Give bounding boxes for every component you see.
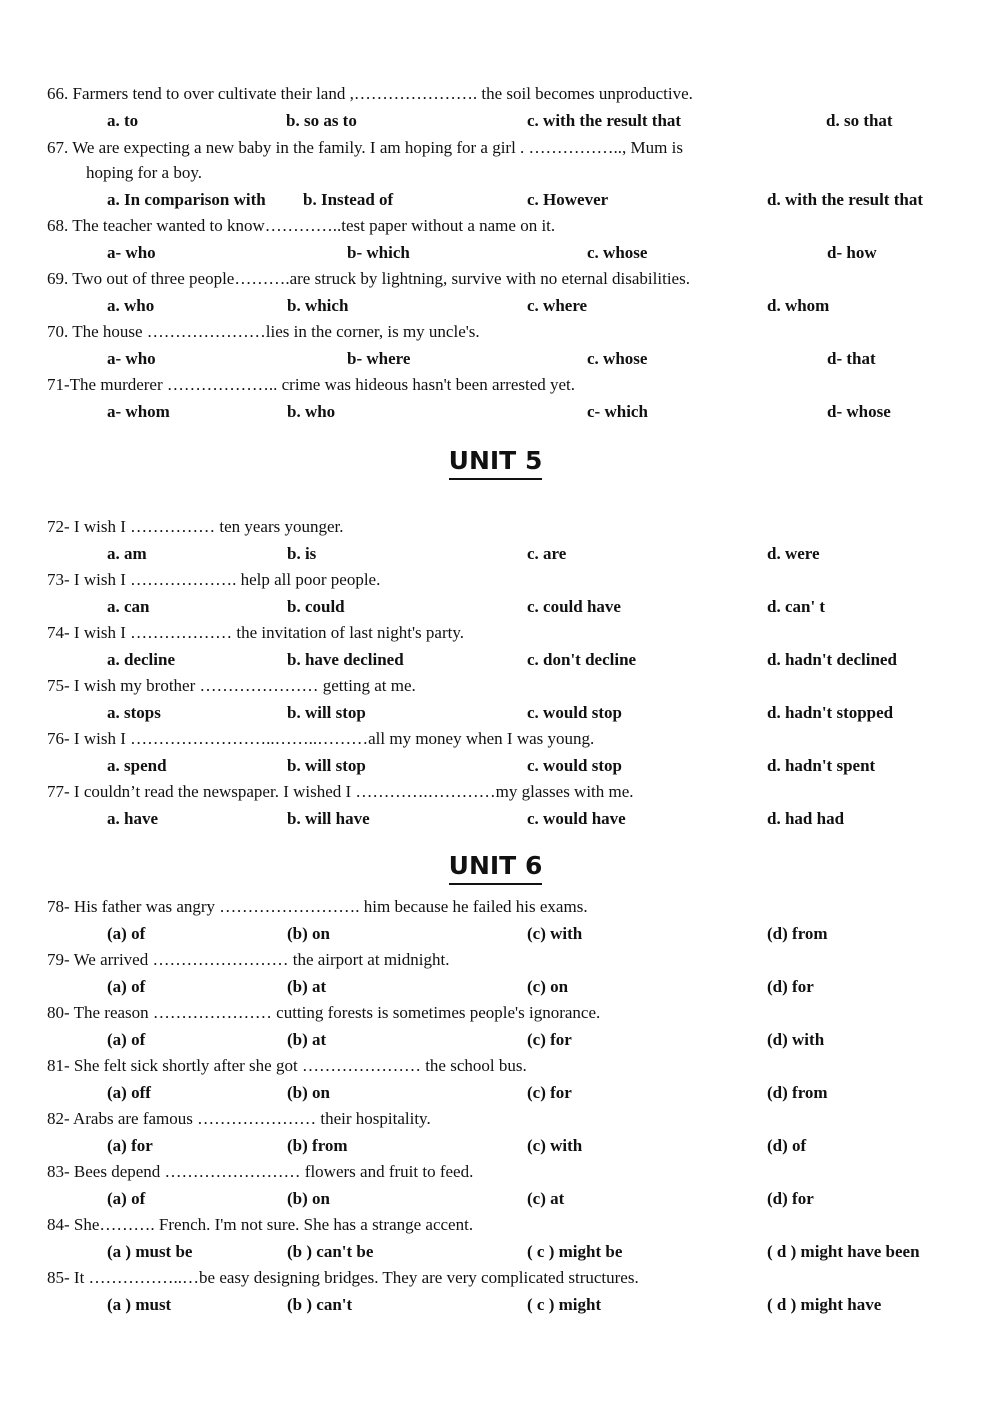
option-69-b: b. which	[287, 296, 349, 315]
option-76-c: c. would stop	[527, 756, 622, 775]
option-67-d: d. with the result that	[767, 190, 923, 209]
option-77-d: d. had had	[767, 809, 845, 828]
option-67-b: b. Instead of	[303, 190, 394, 209]
option-77-a: a. have	[107, 809, 158, 828]
option-67-a: a. In comparison with	[107, 190, 266, 209]
unit-6-title: UNIT 6	[449, 851, 543, 885]
question-66: 66. Farmers tend to over cultivate their land ,…………………. the soil becomes unproductive.	[47, 84, 693, 103]
option-85-c: ( c ) might	[527, 1295, 602, 1314]
option-69-a: a. who	[107, 296, 155, 315]
option-70-a: a- who	[107, 349, 156, 368]
unit-5-heading	[0, 446, 991, 480]
option-74-a: a. decline	[107, 650, 175, 669]
question-80: 80- The reason ………………… cutting forests is sometimes people's ignorance.	[47, 1003, 601, 1022]
question-79: 79- We arrived …………………… the airport at midnight.	[47, 950, 450, 969]
option-75-d: d. hadn't stopped	[767, 703, 894, 722]
option-81-b: (b) on	[287, 1083, 330, 1102]
question-81: 81- She felt sick shortly after she got ………………… the school bus.	[47, 1056, 527, 1075]
option-72-a: a. am	[107, 544, 147, 563]
question-69: 69. Two out of three people……….are struck by lightning, survive with no eternal disabilities.	[47, 269, 690, 288]
option-80-a: (a) of	[107, 1030, 146, 1049]
option-70-c: c. whose	[587, 349, 648, 368]
option-71-a: a- whom	[107, 402, 170, 421]
question-85: 85- It ……………..…be easy designing bridges. They are very complicated structures.	[47, 1268, 639, 1287]
option-77-b: b. will have	[287, 809, 370, 828]
option-80-c: (c) for	[527, 1030, 572, 1049]
question-76: 76- I wish I ……………………..……..………all my money when I was young.	[47, 729, 595, 748]
option-75-a: a. stops	[107, 703, 161, 722]
option-81-c: (c) for	[527, 1083, 572, 1102]
option-84-a: (a ) must be	[107, 1242, 193, 1261]
option-73-d: d. can' t	[767, 597, 826, 616]
option-84-b: (b ) can't be	[287, 1242, 374, 1261]
option-76-a: a. spend	[107, 756, 167, 775]
option-73-a: a. can	[107, 597, 150, 616]
option-79-b: (b) at	[287, 977, 327, 996]
option-76-d: d. hadn't spent	[767, 756, 876, 775]
option-84-c: ( c ) might be	[527, 1242, 623, 1261]
option-66-c: c. with the result that	[527, 111, 682, 130]
option-71-c: c- which	[587, 402, 648, 421]
option-81-a: (a) off	[107, 1083, 151, 1102]
option-78-a: (a) of	[107, 924, 146, 943]
option-68-a: a- who	[107, 243, 156, 262]
question-78: 78- His father was angry ……………………. him because he failed his exams.	[47, 897, 588, 916]
question-70: 70. The house …………………lies in the corner, is my uncle's.	[47, 322, 480, 341]
option-80-b: (b) at	[287, 1030, 327, 1049]
question-84: 84- She………. French. I'm not sure. She has a strange accent.	[47, 1215, 474, 1234]
option-82-a: (a) for	[107, 1136, 153, 1155]
option-85-b: (b ) can't	[287, 1295, 353, 1314]
question-67: 67. We are expecting a new baby in the family. I am hoping for a girl . …………….., Mum is	[47, 138, 683, 157]
question-75: 75- I wish my brother ………………… getting at me.	[47, 676, 416, 695]
option-78-c: (c) with	[527, 924, 583, 943]
option-75-c: c. would stop	[527, 703, 622, 722]
option-72-b: b. is	[287, 544, 317, 563]
option-77-c: c. would have	[527, 809, 626, 828]
option-72-c: c. are	[527, 544, 567, 563]
option-70-b: b- where	[347, 349, 411, 368]
option-83-b: (b) on	[287, 1189, 330, 1208]
question-68: 68. The teacher wanted to know…………..test paper without a name on it.	[47, 216, 556, 235]
option-82-d: (d) of	[767, 1136, 807, 1155]
option-73-b: b. could	[287, 597, 345, 616]
option-66-b: b. so as to	[286, 111, 357, 130]
option-78-b: (b) on	[287, 924, 330, 943]
option-74-c: c. don't decline	[527, 650, 637, 669]
question-73: 73- I wish I ………………. help all poor people.	[47, 570, 381, 589]
option-71-d: d- whose	[827, 402, 891, 421]
option-85-d: ( d ) might have	[767, 1295, 882, 1314]
option-73-c: c. could have	[527, 597, 621, 616]
option-76-b: b. will stop	[287, 756, 366, 775]
option-79-d: (d) for	[767, 977, 814, 996]
unit-5-title: UNIT 5	[449, 446, 543, 480]
option-85-a: (a ) must	[107, 1295, 172, 1314]
option-83-c: (c) at	[527, 1189, 565, 1208]
option-74-d: d. hadn't declined	[767, 650, 897, 669]
option-81-d: (d) from	[767, 1083, 828, 1102]
question-77: 77- I couldn’t read the newspaper. I wished I ………….…………my glasses with me.	[47, 782, 634, 801]
option-66-a: a. to	[107, 111, 139, 130]
option-83-a: (a) of	[107, 1189, 146, 1208]
option-68-b: b- which	[347, 243, 410, 262]
option-79-a: (a) of	[107, 977, 146, 996]
question-83: 83- Bees depend …………………… flowers and fruit to feed.	[47, 1162, 474, 1181]
option-82-c: (c) with	[527, 1136, 583, 1155]
option-83-d: (d) for	[767, 1189, 814, 1208]
option-66-d: d. so that	[826, 111, 893, 130]
option-69-d: d. whom	[767, 296, 830, 315]
option-79-c: (c) on	[527, 977, 569, 996]
option-84-d: ( d ) might have been	[767, 1242, 920, 1261]
option-71-b: b. who	[287, 402, 336, 421]
option-67-c: c. However	[527, 190, 609, 209]
option-72-d: d. were	[767, 544, 820, 563]
option-74-b: b. have declined	[287, 650, 404, 669]
option-80-d: (d) with	[767, 1030, 825, 1049]
question-71: 71-The murderer ……………….. crime was hideous hasn't been arrested yet.	[47, 375, 576, 394]
question-74: 74- I wish I ……………… the invitation of last night's party.	[47, 623, 464, 642]
option-75-b: b. will stop	[287, 703, 366, 722]
question-82: 82- Arabs are famous ………………… their hospitality.	[47, 1109, 431, 1128]
option-68-d: d- how	[827, 243, 877, 262]
option-82-b: (b) from	[287, 1136, 348, 1155]
question-67-continued: hoping for a boy.	[86, 163, 202, 182]
unit-6-heading	[0, 851, 991, 885]
option-70-d: d- that	[827, 349, 876, 368]
question-72: 72- I wish I …………… ten years younger.	[47, 517, 344, 536]
option-68-c: c. whose	[587, 243, 648, 262]
option-69-c: c. where	[527, 296, 588, 315]
option-78-d: (d) from	[767, 924, 828, 943]
